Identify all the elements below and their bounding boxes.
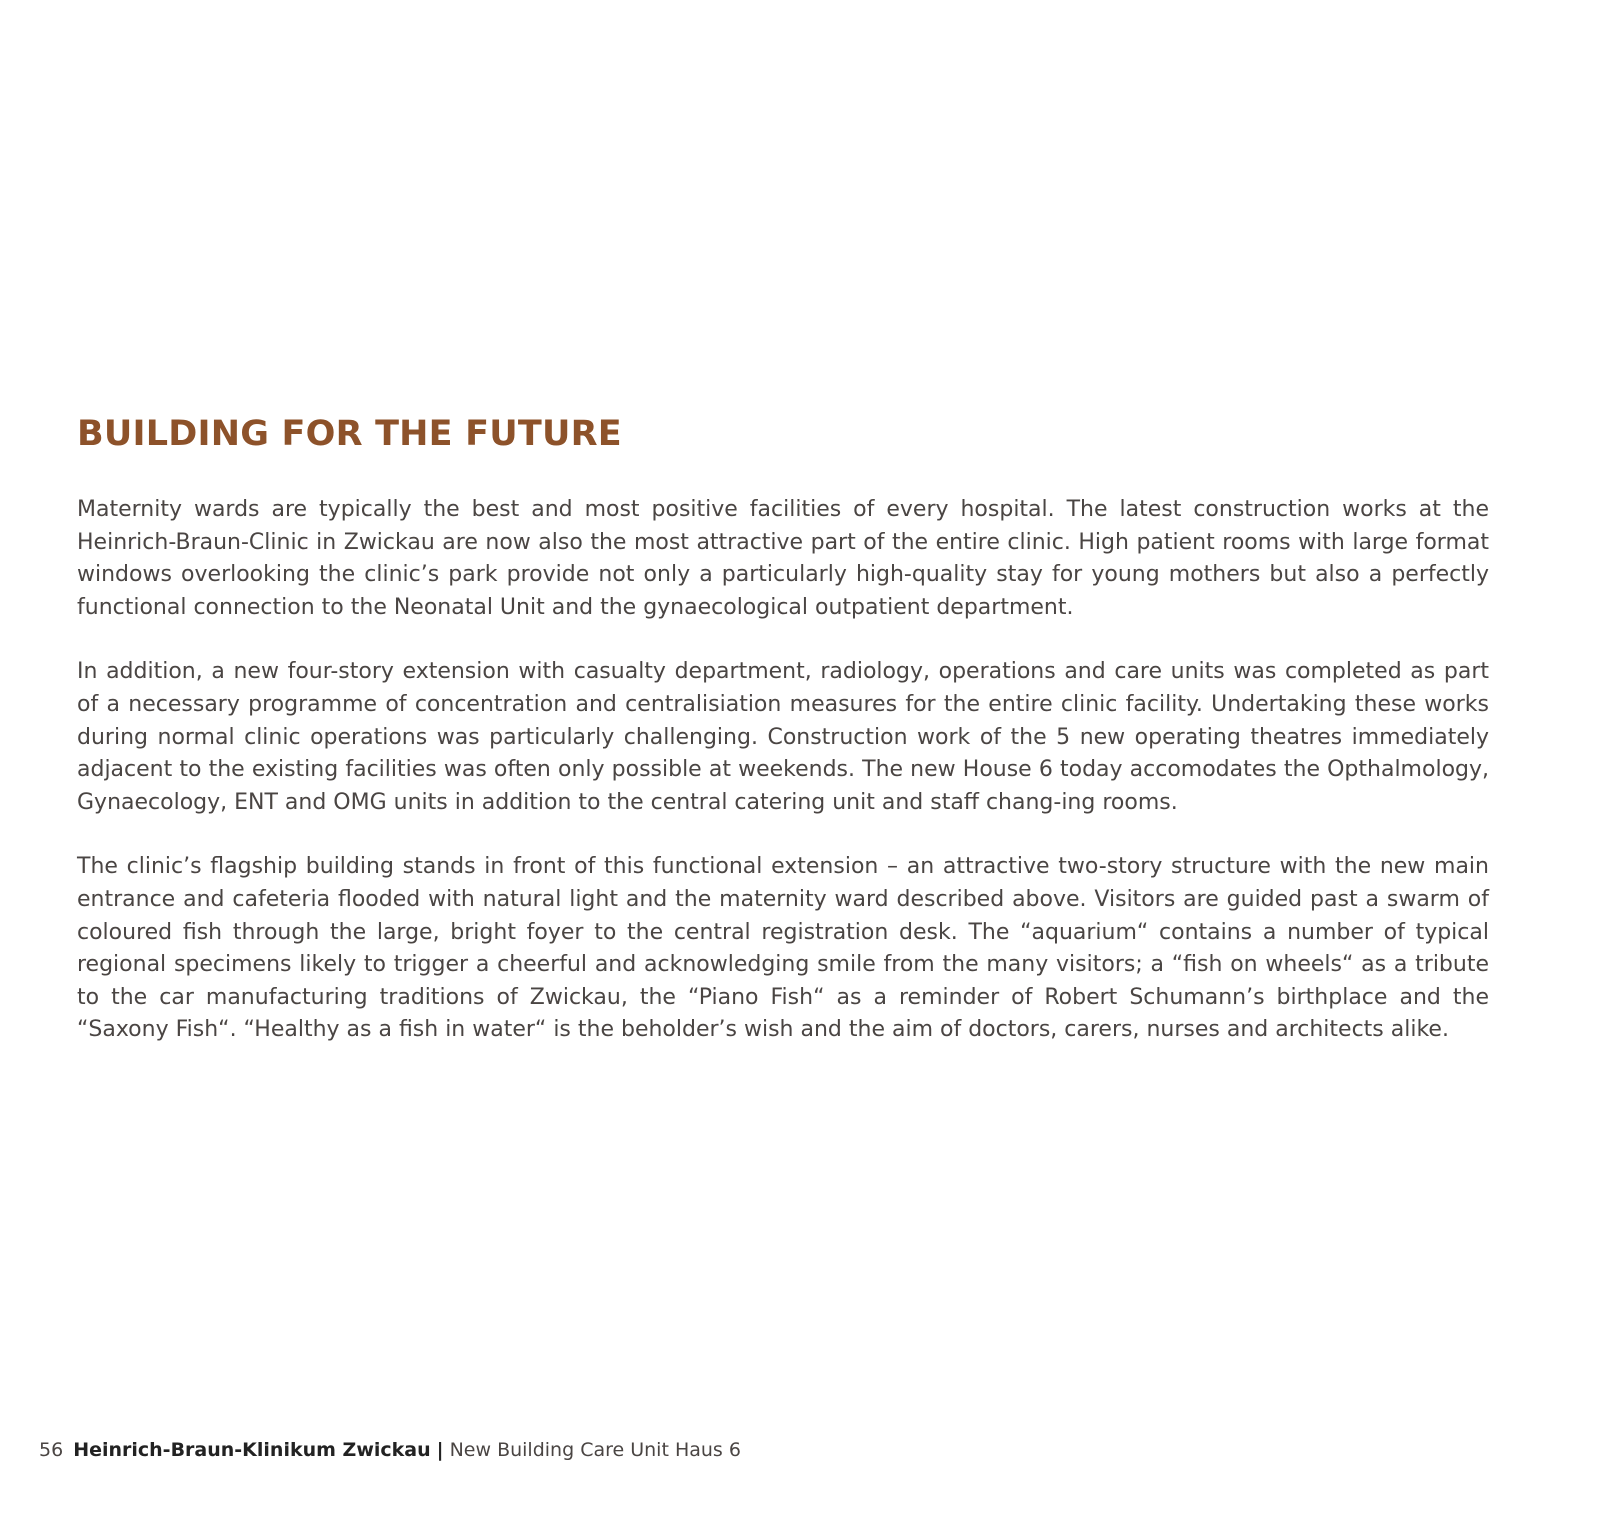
article-paragraph-1: Maternity wards are typically the best and most positive facilities of every hospital. The latest construction works at the Heinrich-Braun-Clinic in Zwickau are now also the most attractive part of the entire clinic. High patient rooms with large format windows overlooking the clinic’s park provide not only a particularly high-quality stay for young mothers but also a perfectly functional connection to the Neonatal Unit and the gynaecological outpatient department. (77, 497, 1489, 620)
article-paragraph-3: The clinic’s flagship building stands in front of this functional extension – an attractive two-story structure with the new main entrance and cafeteria flooded with natural light and the maternity ward described above. Visitors are guided past a swarm of coloured fish through the large, bright foyer to the central registration desk. The “aquarium“ contains a number of typical regional specimens likely to trigger a cheerful and acknowledging smile from the many visitors; a “fish on wheels“ as a tribute to the car manufacturing traditions of Zwickau, the “Piano Fish“ as a reminder of Robert Schumann’s birthplace and the “Saxony Fish“. “Healthy as a fish in water“ is the beholder’s wish and the aim of doctors, carers, nurses and architects alike. (77, 854, 1489, 1043)
footer-separator: | (436, 1439, 444, 1461)
article-paragraph-2: In addition, a new four-story extension with casualty department, radiology, operations and care units was completed as part of a necessary programme of concentration and centralisiation measures for the entire clinic facility. Undertaking these works during normal clinic operations was particularly challenging. Construction work of the 5 new operating theatres immediately adjacent to the existing facilities was often only possible at weekends. The new House 6 today accomodates the Opthalmology, Gynaecology, ENT and OMG units in addition to the central catering unit and staff chang-ing rooms. (77, 659, 1489, 815)
footer-project: New Building Care Unit Haus 6 (449, 1439, 741, 1461)
footer-organization: Heinrich-Braun-Klinikum Zwickau (73, 1439, 431, 1461)
page-footer (39, 1437, 741, 1463)
page-number: 56 (39, 1439, 64, 1461)
article (77, 412, 1489, 1079)
article-heading: BUILDING FOR THE FUTURE (77, 414, 622, 454)
